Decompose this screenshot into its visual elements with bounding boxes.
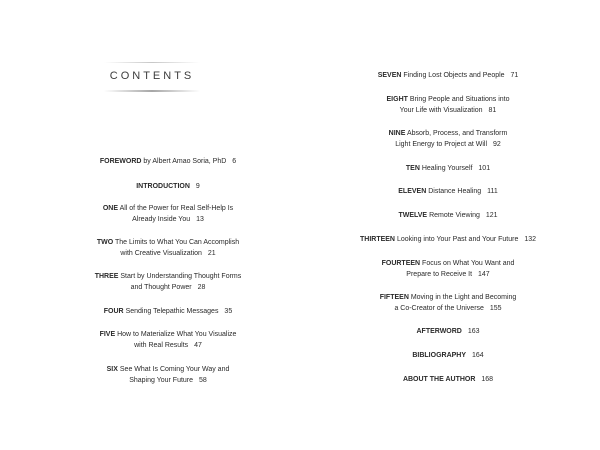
toc-entry-four[interactable]: [60, 306, 276, 317]
toc-entry-twelve[interactable]: [340, 210, 556, 221]
toc-entry-page: 92: [492, 141, 501, 148]
toc-entry-label: INTRODUCTION: [136, 183, 190, 190]
toc-entry-title: Remote Viewing: [429, 212, 480, 219]
toc-entry-label: TEN: [405, 165, 420, 172]
toc-entry-page: 6: [232, 158, 237, 165]
page-title: CONTENTS: [109, 70, 195, 82]
toc-entry-page: 35: [224, 308, 233, 315]
toc-entry-ten[interactable]: [340, 163, 556, 174]
toc-entry-title: Start by Understanding Thought Forms: [120, 273, 242, 280]
toc-entry-title-cont: with Real Results: [134, 342, 189, 349]
toc-entry-title-cont: with Creative Visualization: [120, 250, 202, 257]
toc-entry-title-cont: Already Inside You: [132, 216, 191, 223]
toc-entry-label: THREE: [94, 273, 119, 280]
toc-entry-foreword[interactable]: [60, 156, 276, 167]
toc-entry-seven[interactable]: [340, 70, 556, 81]
toc-entry-title: Distance Healing: [428, 188, 482, 195]
toc-entry-title-cont: and Thought Power: [130, 284, 192, 291]
toc-entry-title: Sending Telepathic Messages: [125, 308, 219, 315]
toc-entry-title-cont: Light Energy to Project at Will: [395, 141, 488, 148]
toc-entry-bibliography[interactable]: [340, 350, 556, 361]
toc-entry-title: See What Is Coming Your Way and: [119, 366, 230, 373]
toc-entry-label: FIVE: [99, 331, 116, 338]
toc-entry-fifteen[interactable]: [340, 292, 556, 314]
toc-entry-label: FOURTEEN: [381, 260, 421, 267]
toc-entry-label: FOUR: [103, 308, 124, 315]
toc-entry-label: THIRTEEN: [359, 236, 395, 243]
toc-entry-label: TWELVE: [398, 212, 428, 219]
toc-entry-page: 164: [471, 352, 484, 359]
toc-entry-page: 132: [524, 236, 537, 243]
toc-entry-page: 101: [478, 165, 491, 172]
toc-entry-title: Focus on What You Want and: [422, 260, 515, 267]
toc-entry-fourteen[interactable]: [340, 258, 556, 280]
toc-entry-label: NINE: [388, 130, 406, 137]
toc-entry-page: 81: [488, 107, 497, 114]
toc-entry-thirteen[interactable]: [340, 234, 556, 245]
toc-entry-page: 163: [467, 328, 480, 335]
toc-entry-page: 147: [478, 271, 490, 278]
header-top-rule: [104, 62, 200, 63]
toc-entry-title: Absorb, Process, and Transform: [406, 130, 508, 137]
toc-entry-page: 58: [198, 377, 207, 384]
toc-entry-title: Moving in the Light and Becoming: [410, 294, 517, 301]
toc-entry-page: 155: [489, 305, 502, 312]
toc-entry-three[interactable]: [60, 271, 276, 293]
toc-entry-about-the-author[interactable]: [340, 374, 556, 385]
toc-entry-page: 71: [510, 72, 519, 79]
toc-entry-label: SEVEN: [377, 72, 402, 79]
toc-entry-label: AFTERWORD: [416, 328, 462, 335]
toc-entry-title: The Limits to What You Can Accomplish: [115, 239, 240, 246]
toc-entry-page: 28: [197, 284, 206, 291]
header-bottom-rule: [104, 90, 200, 92]
toc-entry-page: 47: [194, 342, 202, 349]
toc-entry-title-cont: Prepare to Receive It: [406, 271, 473, 278]
toc-entry-five[interactable]: [60, 329, 276, 351]
contents-header: [96, 62, 208, 92]
toc-entry-title: Healing Yourself: [421, 165, 473, 172]
toc-entry-title-cont: a Co-Creator of the Universe: [394, 305, 484, 312]
toc-entry-six[interactable]: [60, 364, 276, 386]
toc-entry-label: FOREWORD: [99, 158, 142, 165]
toc-entry-title: by Albert Amao Soria, PhD: [143, 158, 227, 165]
toc-entry-title: All of the Power for Real Self-Help Is: [119, 205, 234, 212]
toc-entry-label: BIBLIOGRAPHY: [412, 352, 467, 359]
toc-entry-label: ABOUT THE AUTHOR: [402, 376, 476, 383]
toc-entry-page: 13: [196, 216, 204, 223]
toc-entry-title: How to Materialize What You Visualize: [117, 331, 237, 338]
toc-entry-title-cont: Your Life with Visualization: [399, 107, 483, 114]
toc-entry-two[interactable]: [60, 237, 276, 259]
toc-entry-one[interactable]: [60, 203, 276, 225]
toc-entry-nine[interactable]: [340, 128, 556, 150]
toc-entry-page: 111: [487, 188, 498, 195]
toc-entry-eight[interactable]: [340, 94, 556, 116]
toc-entry-label: ELEVEN: [398, 188, 427, 195]
toc-entry-eleven[interactable]: [340, 186, 556, 197]
toc-entry-label: FIFTEEN: [379, 294, 409, 301]
toc-entry-page: 168: [481, 376, 494, 383]
toc-entry-label: TWO: [96, 239, 114, 246]
toc-entry-label: ONE: [102, 205, 118, 212]
toc-entry-title: Looking into Your Past and Your Future: [396, 236, 519, 243]
toc-entry-introduction[interactable]: [60, 181, 276, 192]
toc-entry-title: Bring People and Situations into: [409, 96, 510, 103]
toc-entry-title: Finding Lost Objects and People: [403, 72, 505, 79]
toc-entry-page: 9: [195, 183, 200, 190]
toc-entry-page: 21: [207, 250, 216, 257]
toc-entry-label: SIX: [106, 366, 118, 373]
toc-entry-afterword[interactable]: [340, 326, 556, 337]
toc-entry-label: EIGHT: [386, 96, 408, 103]
toc-entry-title-cont: Shaping Your Future: [129, 377, 194, 384]
toc-entry-page: 121: [485, 212, 498, 219]
